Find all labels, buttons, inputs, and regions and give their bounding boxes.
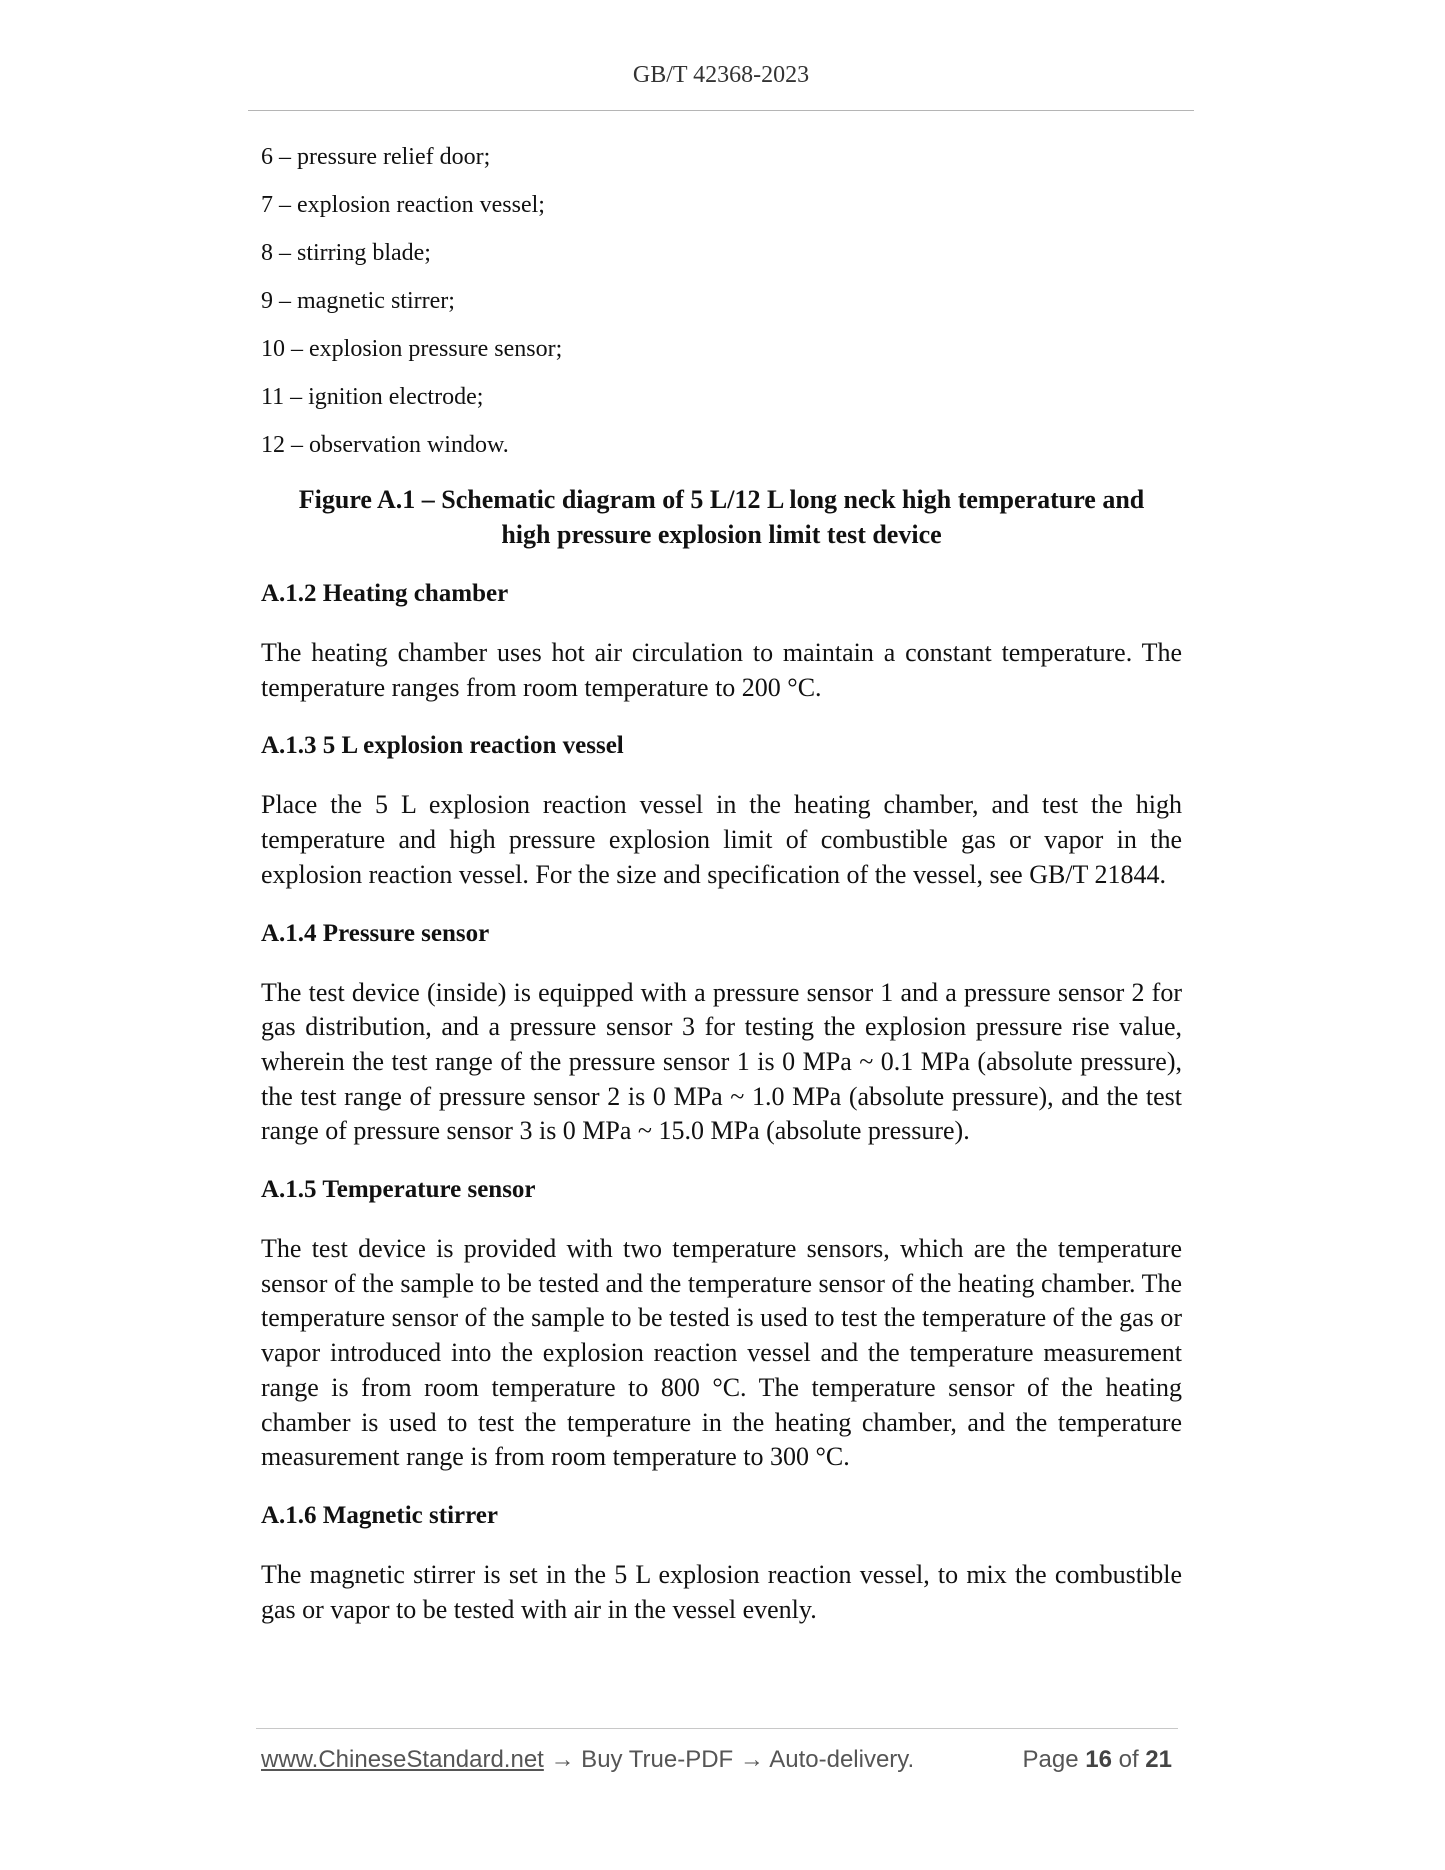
of-label: of xyxy=(1118,1746,1139,1773)
page-content xyxy=(261,142,1182,1652)
document-header: GB/T 42368-2023 xyxy=(632,62,810,88)
legend-item: 11 – ignition electrode; xyxy=(261,384,484,410)
header-divider xyxy=(248,110,1194,111)
footer-divider xyxy=(256,1728,1178,1729)
legend-item: 12 – observation window. xyxy=(261,432,509,458)
legend-item: 6 – pressure relief door; xyxy=(261,144,491,170)
figure-caption xyxy=(261,482,1182,552)
section-heading-heating-chamber: A.1.2 Heating chamber xyxy=(261,580,509,607)
section-heading-temperature-sensor: A.1.5 Temperature sensor xyxy=(261,1176,536,1204)
section-heading-reaction-vessel: A.1.3 5 L explosion reaction vessel xyxy=(261,732,624,760)
footer-promo xyxy=(261,1746,914,1774)
section-heading-magnetic-stirrer: A.1.6 Magnetic stirrer xyxy=(261,1501,498,1529)
figure-legend xyxy=(261,142,1182,460)
section-text-magnetic-stirrer: The magnetic stirrer is set in the 5 L explosion reaction vessel, to mix the combustible gas or vapor to be tested with air in the vessel evenly. xyxy=(261,1559,1182,1624)
page-indicator xyxy=(1023,1746,1173,1774)
section-text-pressure-sensor: The test device (inside) is equipped with a pressure sensor 1 and a pressure sensor 2 for gas distribution, and a pressure sensor 3 for testing the explosion pressure rise value, wherein the test range of the pressure sensor 1 is 0 MPa ~ 0.1 MPa (absolute pressure), the test range of pressure sensor 2 is 0 MPa ~ 1.0 MPa (absolute pressure), and the test range of pressure sensor 3 is 0 MPa ~ 15.0 MPa (absolute pressure). xyxy=(261,977,1182,1146)
section-text-reaction-vessel: Place the 5 L explosion reaction vessel in the heating chamber, and test the high temperature and high pressure explosion limit of combustible gas or vapor in the explosion reaction vessel. For the size and specification of the vessel, see GB/T 21844. xyxy=(261,790,1182,889)
section-heading-pressure-sensor: A.1.4 Pressure sensor xyxy=(261,919,490,947)
total-pages-number: 21 xyxy=(1145,1746,1172,1773)
legend-item: 10 – explosion pressure sensor; xyxy=(261,336,563,362)
current-page-number: 16 xyxy=(1085,1746,1112,1773)
legend-item: 8 – stirring blade; xyxy=(261,240,431,266)
legend-item: 7 – explosion reaction vessel; xyxy=(261,192,545,218)
section-text-temperature-sensor: The test device is provided with two temperature sensors, which are the temperature sensor of the sample to be tested and the temperature sensor of the heating chamber. The temperature sensor of the sample to be tested is used to test the temperature of the gas or vapor introduced into the explosion reaction vessel and the temperature measurement range is from room temperature to 800 °C. The temperature sensor of the heating chamber is used to test the temperature in the heating chamber, and the temperature measurement range is from room temperature to 300 °C. xyxy=(261,1234,1182,1472)
page-label: Page xyxy=(1022,1746,1079,1773)
page-footer xyxy=(261,1746,1182,1782)
figure-caption-line: Figure A.1 – Schematic diagram of 5 L/12 L long neck high temperature and xyxy=(298,485,1145,514)
website-link[interactable]: www.ChineseStandard.net xyxy=(261,1746,544,1773)
legend-item: 9 – magnetic stirrer; xyxy=(261,288,455,314)
footer-promo-text: → Buy True-PDF → Auto-delivery. xyxy=(543,1746,915,1773)
figure-caption-line: high pressure explosion limit test device xyxy=(501,520,942,549)
section-text-heating-chamber: The heating chamber uses hot air circulation to maintain a constant temperature. The temperature ranges from room temperature to 200 °C. xyxy=(261,638,1182,702)
